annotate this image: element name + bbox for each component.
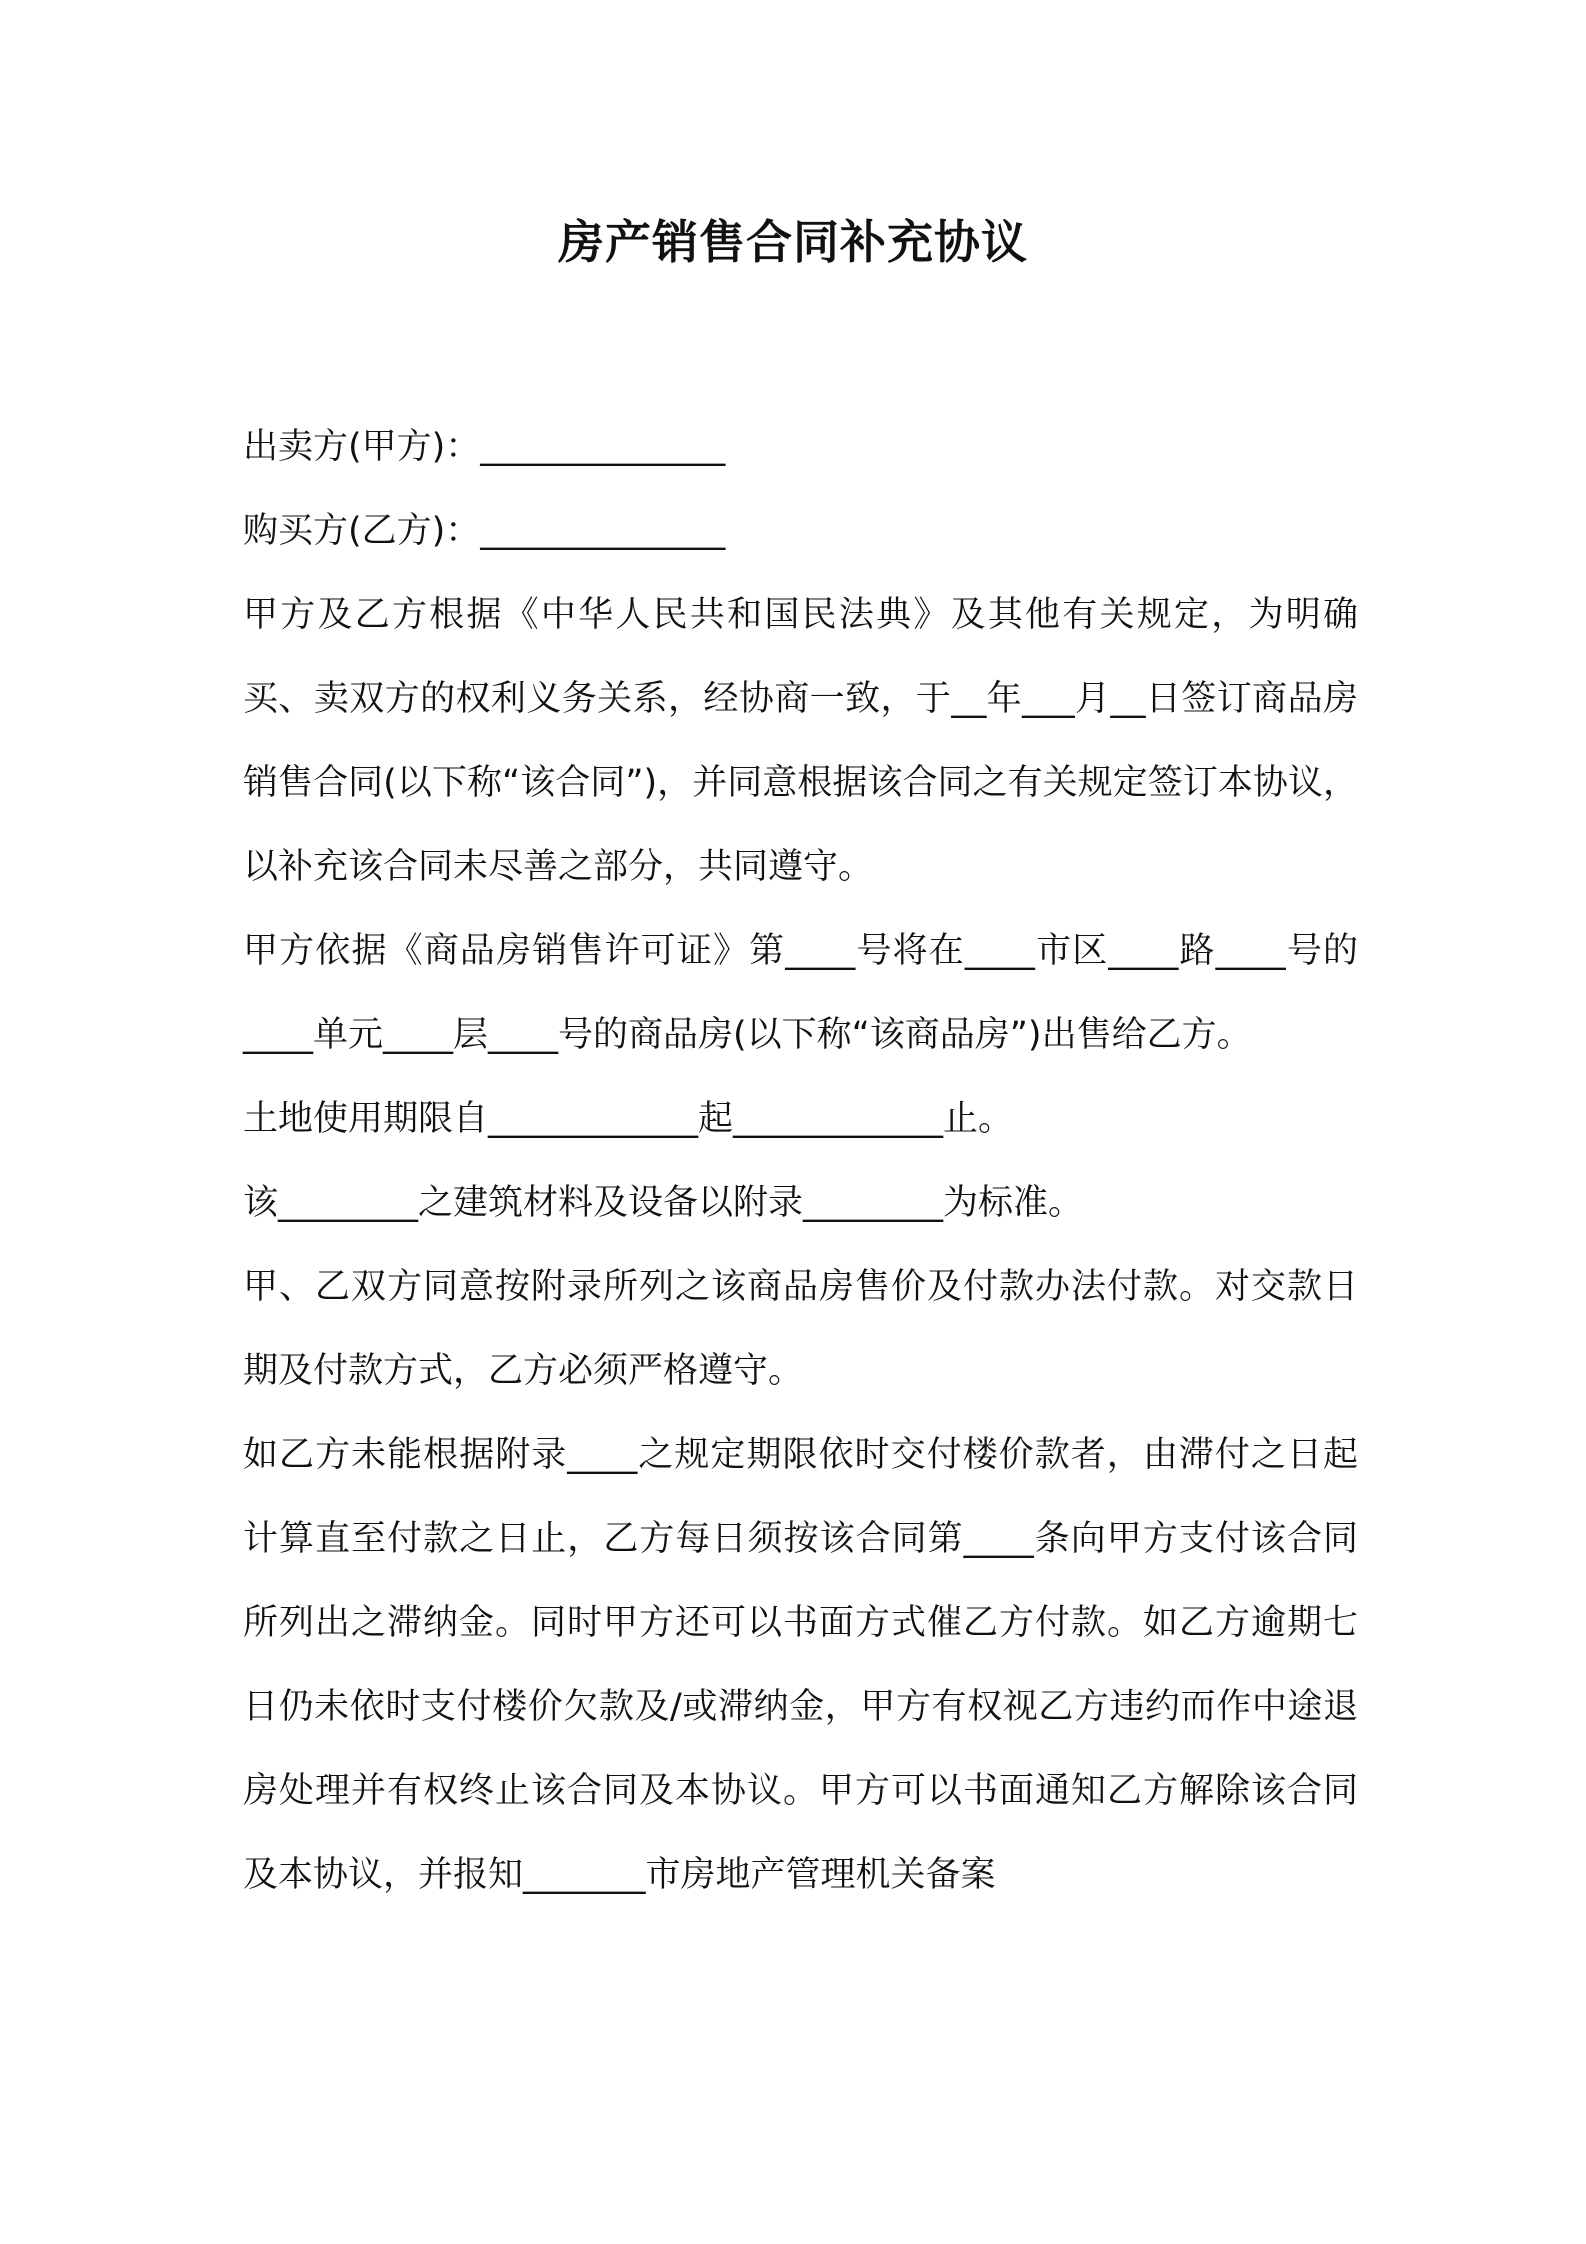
property-paragraph: 甲方依据《商品房销售许可证》第____号将在____市区____路____号的____单元____层____号的商品房(以下称“该商品房”)出售给乙方。 xyxy=(243,931,1358,1055)
seller-line: 出卖方(甲方)：______________ xyxy=(243,427,726,467)
materials-paragraph: 该________之建筑材料及设备以附录________为标准。 xyxy=(243,1183,1084,1223)
document-title: 房产销售合同补充协议 xyxy=(558,215,1028,269)
land-term-paragraph: 土地使用期限自____________起____________止。 xyxy=(243,1099,1014,1139)
document-body xyxy=(243,405,1358,1917)
payment-paragraph: 甲、乙双方同意按附录所列之该商品房售价及付款办法付款。对交款日期及付款方式，乙方必须严格遵守。 xyxy=(243,1267,1358,1391)
late-payment-paragraph: 如乙方未能根据附录____之规定期限依时交付楼价款者，由滞付之日起计算直至付款之日止，乙方每日须按该合同第____条向甲方支付该合同所列出之滞纳金。同时甲方还可以书面方式催乙方付款。如乙方逾期七日仍未依时支付楼价欠款及/或滞纳金，甲方有权视乙方违约而作中途退房处理并有权终止该合同及本协议。甲方可以书面通知乙方解除该合同及本协议，并报知_______市房地产管理机关备案 xyxy=(243,1435,1358,1895)
preamble-paragraph: 甲方及乙方根据《中华人民共和国民法典》及其他有关规定，为明确买、卖双方的权利义务关系，经协商一致，于__年___月__日签订商品房销售合同(以下称“该合同”)，并同意根据该合同之有关规定签订本协议，以补充该合同未尽善之部分，共同遵守。 xyxy=(243,595,1358,887)
buyer-line: 购买方(乙方)：______________ xyxy=(243,511,726,551)
